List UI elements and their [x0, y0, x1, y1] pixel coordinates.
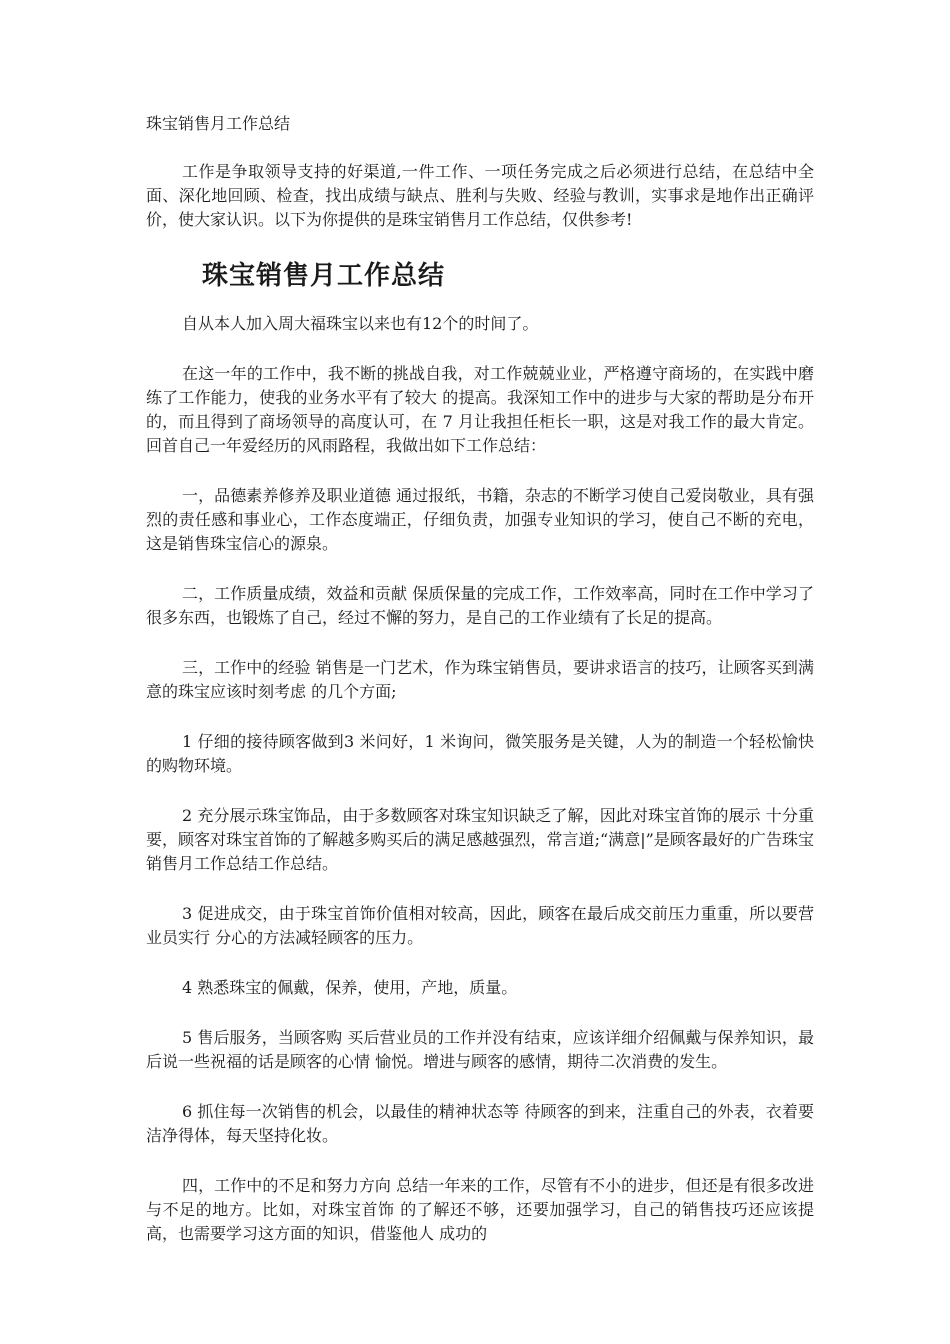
body-paragraph: 一，品德素养修养及职业道德 通过报纸，书籍，杂志的不断学习使自己爱岗敬业，具有强烈的责任感和事业心，工作态度端正，仔细负责，加强专业知识的学习，使自己不断的充电，这是销售珠宝信心的源泉。	[146, 486, 814, 553]
document-page	[146, 112, 814, 1272]
body-paragraph: 4 熟悉珠宝的佩戴，保养，使用，产地，质量。	[182, 978, 518, 997]
document-heading: 珠宝销售月工作总结	[202, 261, 446, 291]
body-paragraph: 5 售后服务，当顾客购 买后营业员的工作并没有结束，应该详细介绍佩戴与保养知识，最后说一些祝福的话是顾客的心情 愉悦。增进与顾客的感情，期待二次消费的发生。	[146, 1028, 814, 1071]
intro-paragraph: 工作是争取领导支持的好渠道,一件工作、一项任务完成之后必须进行总结，在总结中全面、深化地回顾、检查，找出成绩与缺点、胜利与失败、经验与教训，实事求是地作出正确评价，使大家认识。以下为你提供的是珠宝销售月工作总结，仅供参考!	[146, 162, 814, 229]
body-paragraph: 2 充分展示珠宝饰品，由于多数顾客对珠宝知识缺乏了解，因此对珠宝首饰的展示 十分重要，顾客对珠宝首饰的了解越多购买后的满足感越强烈，常言道;“满意|”是顾客最好的广告珠宝销售月工作总结工作总结。	[146, 806, 814, 873]
body-paragraph: 6 抓住每一次销售的机会，以最佳的精神状态等 待顾客的到来，注重自己的外表，衣着要洁净得体，每天坚持化妆。	[146, 1102, 814, 1145]
body-paragraph: 3 促进成交，由于珠宝首饰价值相对较高，因此，顾客在最后成交前压力重重，所以要营业员实行 分心的方法减轻顾客的压力。	[146, 904, 814, 947]
body-paragraph: 三，工作中的经验 销售是一门艺术，作为珠宝销售员，要讲求语言的技巧，让顾客买到满意的珠宝应该时刻考虑 的几个方面;	[146, 658, 814, 701]
document-label: 珠宝销售月工作总结	[146, 114, 291, 133]
body-paragraph: 在这一年的工作中，我不断的挑战自我，对工作兢兢业业，严格遵守商场的，在实践中磨练了工作能力，使我的业务水平有了较大 的提高。我深知工作中的进步与大家的帮助是分布开的，而且得到了商场领导的高度认可，在 7 月让我担任柜长一职，这是对我工作的最大肯定。回首自己一年爱经历的风雨路程，我做出如下工作总结：	[146, 364, 814, 455]
body-paragraph: 1 仔细的接待顾客做到3 米问好，1 米询问，微笑服务是关键，人为的制造一个轻松愉快的购物环境。	[146, 732, 814, 775]
body-paragraph: 二，工作质量成绩，效益和贡献 保质保量的完成工作，工作效率高，同时在工作中学习了很多东西，也锻炼了自己，经过不懈的努力，是自己的工作业绩有了长足的提高。	[146, 584, 814, 627]
body-paragraph: 自从本人加入周大福珠宝以来也有12个的时间了。	[182, 314, 539, 333]
body-paragraph: 四，工作中的不足和努力方向 总结一年来的工作，尽管有不小的进步，但还是有很多改进与不足的地方。比如，对珠宝首饰 的了解还不够，还要加强学习，自己的销售技巧还应该提高，也需要学习这方面的知识，借鉴他人 成功的	[146, 1176, 814, 1243]
